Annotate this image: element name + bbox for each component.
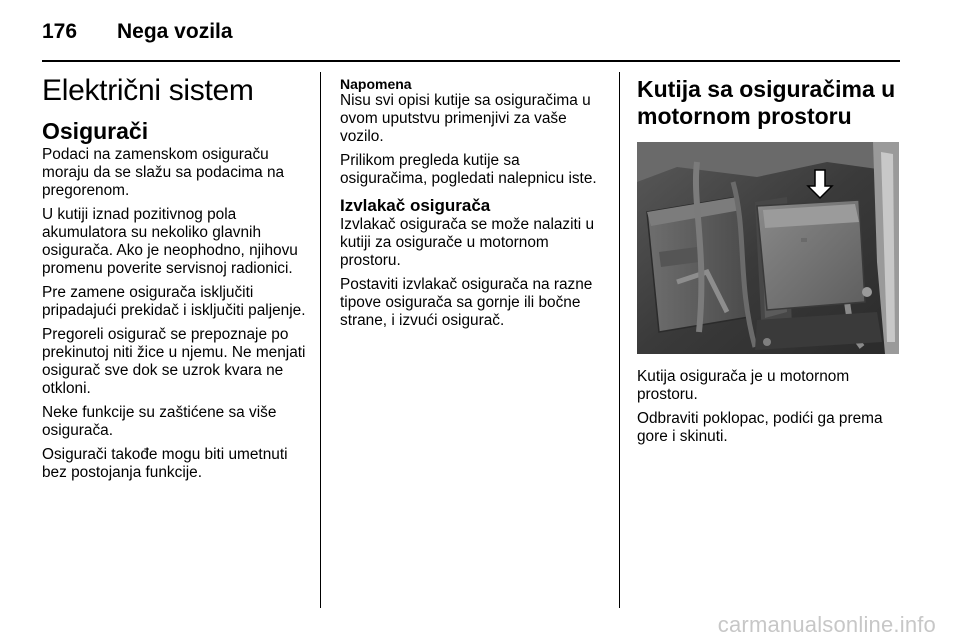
- note-paragraph: Prilikom pregleda kutije sa osiguračima, pogledati nalepnicu iste.: [340, 152, 597, 187]
- paragraph: Kutija osigurača je u motornom prostoru.: [637, 368, 850, 403]
- column-divider-right: [619, 72, 620, 608]
- page-number: 176: [42, 20, 78, 43]
- subsection-title-fuse-extractor: Izvlakač osigurača: [340, 196, 491, 215]
- note-paragraph: Nisu svi opisi kutije sa osiguračima u ovom uputstvu primenjivi za vaše vozilo.: [340, 92, 591, 145]
- column-left: [42, 74, 308, 488]
- paragraph: Odbraviti poklopac, podići ga prema gore i skinuti.: [637, 410, 883, 445]
- section-title-electrical-system: Električni sistem: [42, 74, 254, 107]
- paragraph: Osigurači takođe mogu biti umetnuti bez postojanja funkcije.: [42, 446, 288, 481]
- header-rule: [42, 60, 900, 62]
- note-title: Napomena: [340, 76, 412, 92]
- paragraph: Pre zamene osigurača isključiti pripadajući prekidač i isključiti paljenje.: [42, 284, 306, 319]
- section-title-engine-fuse-box: Kutija sa osiguračima u motornom prostoru: [637, 76, 896, 129]
- column-right: [637, 76, 903, 452]
- paragraph: Neke funkcije su zaštićene sa više osigurača.: [42, 404, 277, 439]
- column-divider-left: [320, 72, 321, 608]
- paragraph: Pregoreli osigurač se prepoznaje po prekinutoj niti žice u njemu. Ne menjati osigurač sve dok se uzrok kvara ne otkloni.: [42, 326, 306, 397]
- column-middle: [340, 76, 606, 336]
- paragraph: Postaviti izvlakač osigurača na razne tipove osigurača sa gornje ili bočne strane, i izvući osigurač.: [340, 276, 593, 329]
- paragraph: Podaci na zamenskom osiguraču moraju da se slažu sa podacima na pregorenom.: [42, 146, 285, 199]
- paragraph: Izvlakač osigurača se može nalaziti u kutiji za osigurače u motornom prostoru.: [340, 216, 595, 269]
- chapter-title: Nega vozila: [117, 20, 233, 43]
- watermark: carmanualsonline.info: [717, 612, 936, 637]
- subsection-title-fuses: Osigurači: [42, 118, 149, 144]
- paragraph: U kutiji iznad pozitivnog pola akumulatora su nekoliko glavnih osigurača. Ako je neophodno, njihovu promenu poverite servisnoj radionici.: [42, 206, 298, 277]
- engine-fuse-box-photo: [637, 142, 899, 354]
